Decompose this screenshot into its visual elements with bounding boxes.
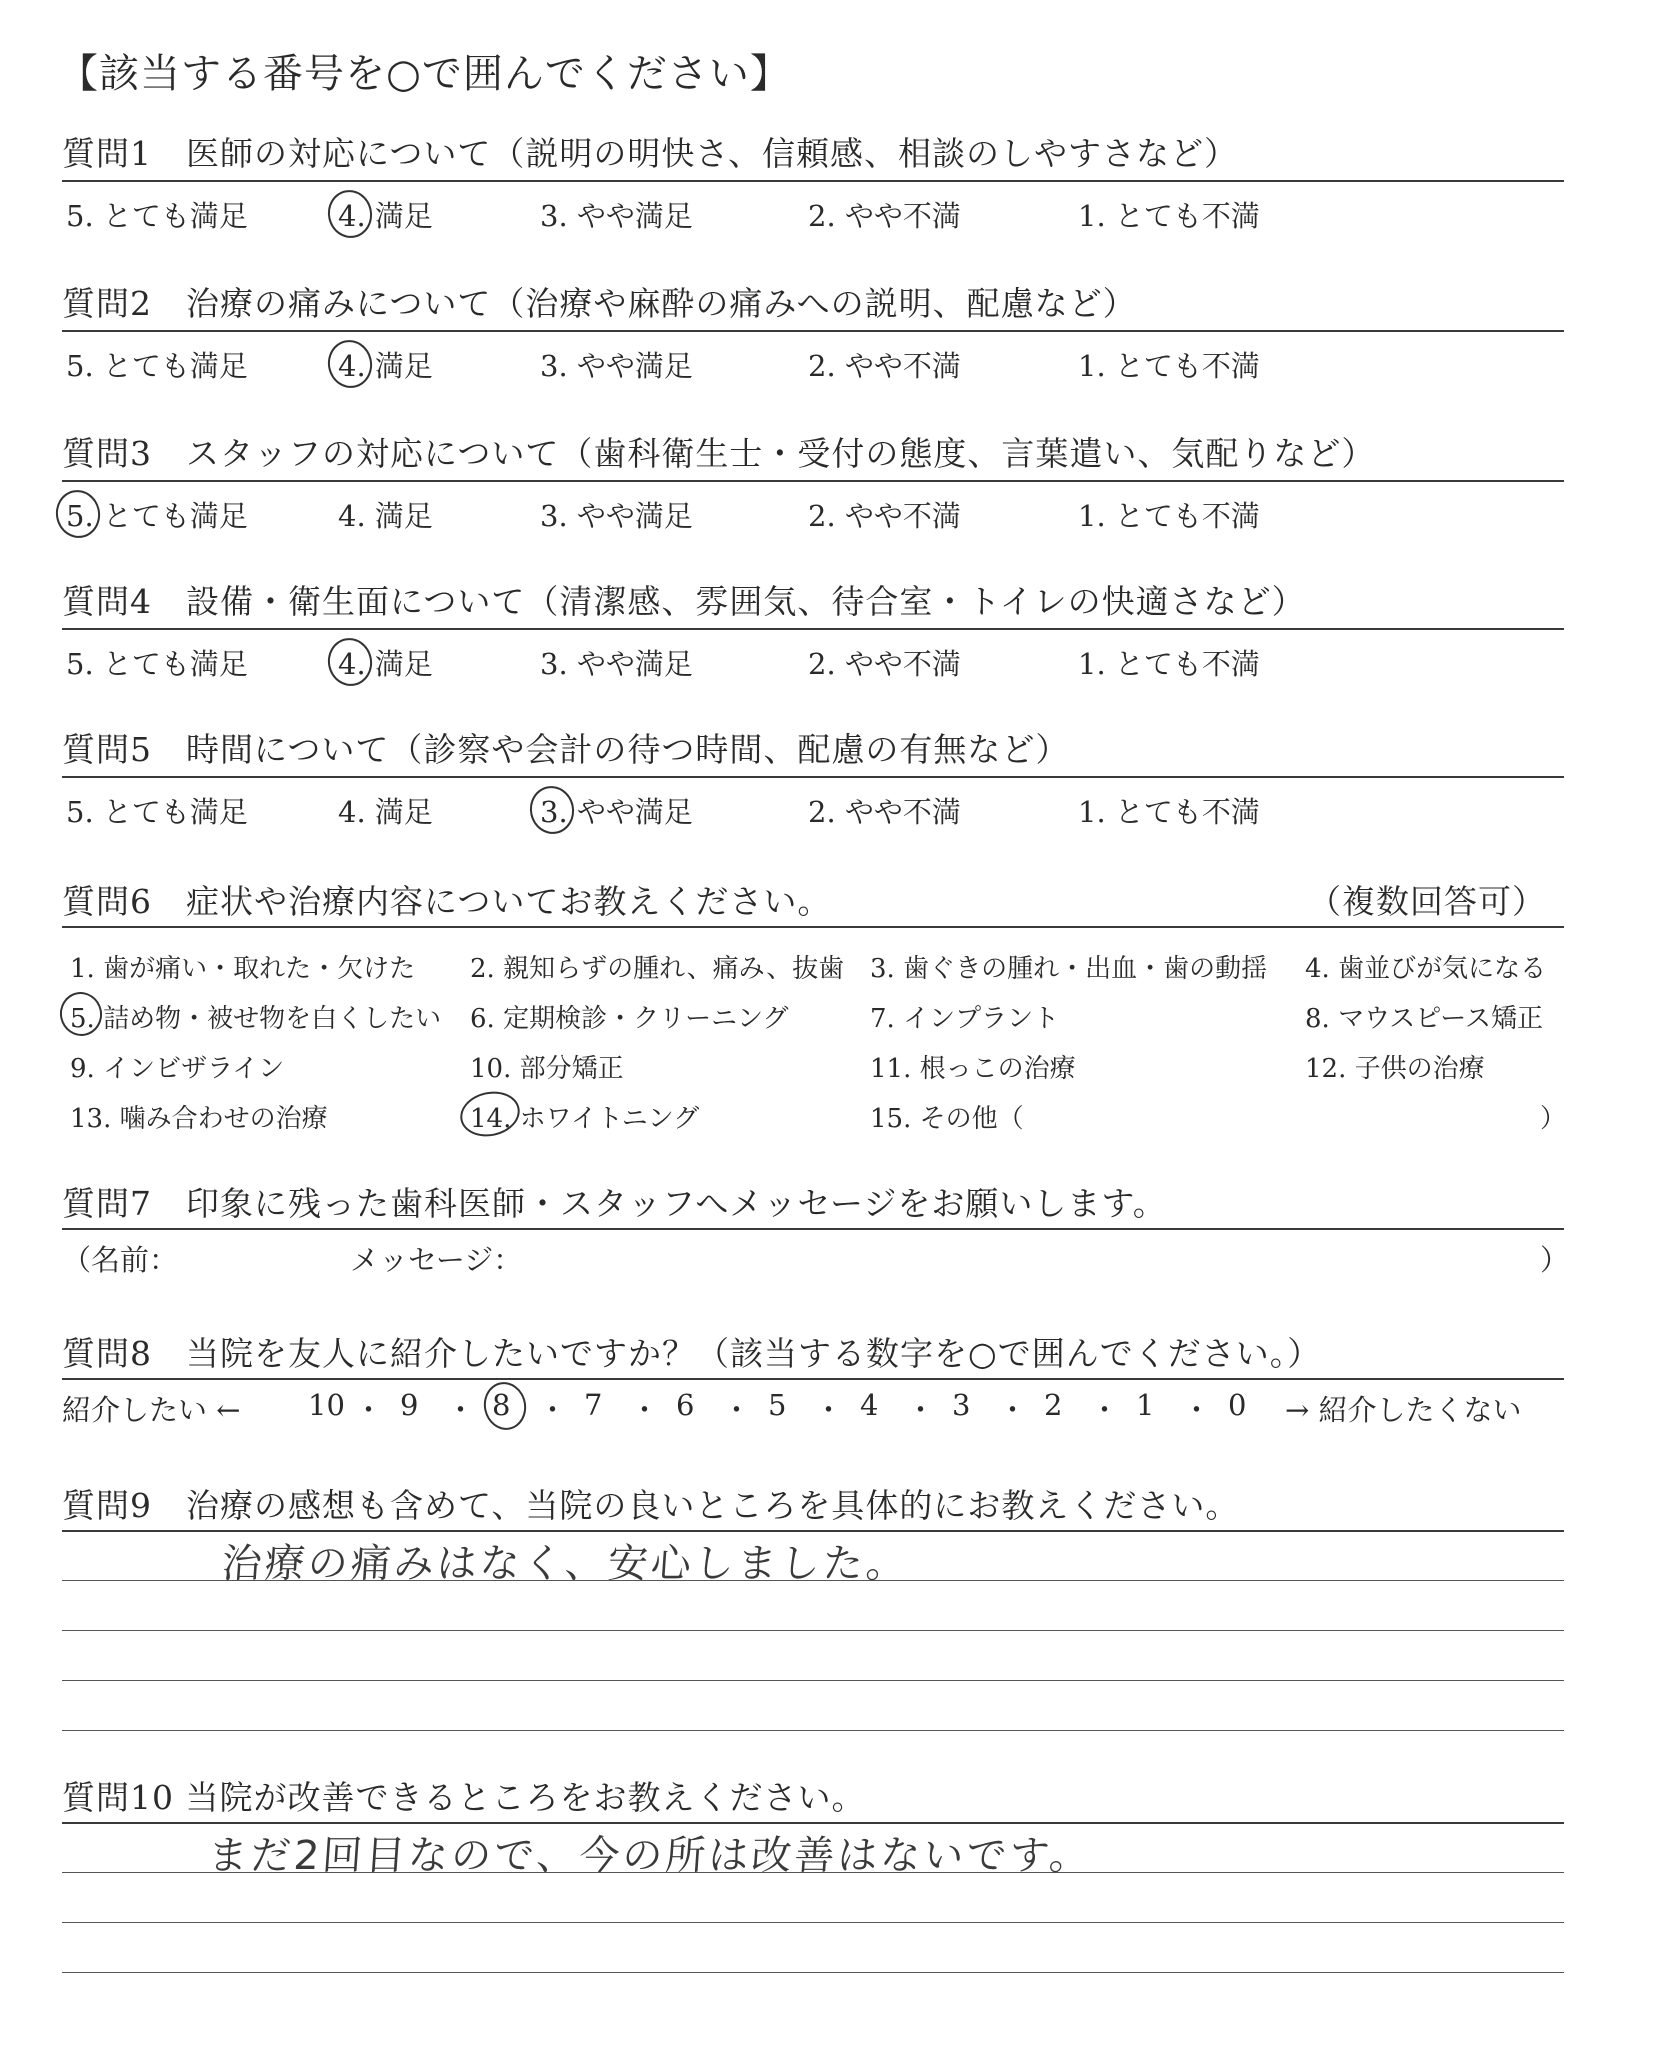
q6-option-11: 11. 根っこの治療 (870, 1054, 1076, 1084)
q2-title: 質問2 治療の痛みについて（治療や麻酔の痛みへの説明、配慮など） (62, 284, 1137, 323)
q8-separator: ・ (722, 1393, 752, 1427)
q6-option-15: 15. その他（ (870, 1104, 1024, 1134)
q6-option-13: 13. 噛み合わせの治療 (70, 1104, 328, 1134)
q8-scale-1: 1 (1136, 1388, 1155, 1422)
q7-close: ） (1540, 1243, 1570, 1277)
q8-separator: ・ (906, 1393, 936, 1427)
q4-option-3: 3. やや満足 (540, 647, 693, 681)
q7-message-label: メッセージ： (350, 1243, 523, 1277)
q5-option-4: 4. 満足 (338, 795, 433, 829)
q2-option-5: 5. とても満足 (66, 349, 248, 383)
q6-option-14: 14. ホワイトニング (470, 1104, 700, 1134)
q3-option-4: 4. 満足 (338, 499, 433, 533)
q8-scale-4: 4 (860, 1388, 879, 1422)
q5-option-3: 3. やや満足 (540, 795, 693, 829)
q2-option-3: 3. やや満足 (540, 349, 693, 383)
q8-left-label: 紹介したい ← (62, 1393, 241, 1427)
q5-option-2: 2. やや不満 (808, 795, 961, 829)
q8-separator: ・ (1090, 1393, 1120, 1427)
q6-option-8: 8. マウスピース矯正 (1305, 1004, 1543, 1034)
q4-option-2: 2. やや不満 (808, 647, 961, 681)
q4-title: 質問4 設備・衛生面について（清潔感、雰囲気、待合室・トイレの快適さなど） (62, 582, 1306, 621)
q2-option-1: 1. とても不満 (1078, 349, 1260, 383)
q6-option-2: 2. 親知らずの腫れ、痛み、抜歯 (470, 954, 845, 984)
q10-title: 質問10 当院が改善できるところをお教えください。 (62, 1778, 866, 1817)
q1-option-4: 4. 満足 (338, 199, 433, 233)
q8-separator: ・ (538, 1393, 568, 1427)
q8-separator: ・ (354, 1393, 384, 1427)
q8-scale-10: 10 (308, 1388, 345, 1422)
q7-name-label: （名前： (62, 1243, 179, 1277)
q8-scale-3: 3 (952, 1388, 971, 1422)
q8-separator: ・ (446, 1393, 476, 1427)
q6-option-6: 6. 定期検診・クリーニング (470, 1004, 789, 1034)
q5-rule (62, 776, 1564, 778)
q6-option-3: 3. 歯ぐきの腫れ・出血・歯の動揺 (870, 954, 1268, 984)
q10-handwritten-answer: まだ2回目なので、今の所は改善はないです。 (206, 1833, 1094, 1879)
q3-option-2: 2. やや不満 (808, 499, 961, 533)
q8-selected-circle (479, 1378, 530, 1434)
q1-title: 質問1 医師の対応について（説明の明快さ、信頼感、相談のしやすさなど） (62, 134, 1239, 173)
q1-option-3: 3. やや満足 (540, 199, 693, 233)
q6-option-10: 10. 部分矯正 (470, 1054, 624, 1084)
q3-title: 質問3 スタッフの対応について（歯科衛生士・受付の態度、言葉遣い、気配りなど） (62, 434, 1376, 473)
q2-rule (62, 330, 1564, 332)
q8-separator: ・ (814, 1393, 844, 1427)
q8-separator: ・ (630, 1393, 660, 1427)
q4-option-4: 4. 満足 (338, 647, 433, 681)
q6-option-4: 4. 歯並びが気になる (1305, 954, 1547, 984)
q9-handwritten-answer: 治療の痛みはなく、安心しました。 (220, 1541, 911, 1587)
q7-title: 質問7 印象に残った歯科医師・スタッフへメッセージをお願いします。 (62, 1184, 1167, 1223)
q1-option-1: 1. とても不満 (1078, 199, 1260, 233)
q5-title: 質問5 時間について（診察や会計の待つ時間、配慮の有無など） (62, 730, 1070, 769)
q1-rule (62, 180, 1564, 182)
q2-option-2: 2. やや不満 (808, 349, 961, 383)
q6-option-12: 12. 子供の治療 (1305, 1054, 1485, 1084)
q1-option-2: 2. やや不満 (808, 199, 961, 233)
q8-scale-9: 9 (400, 1388, 419, 1422)
q8-title: 質問8 当院を友人に紹介したいですか？（該当する数字を○で囲んでください。） (62, 1334, 1322, 1373)
q3-option-5: 5. とても満足 (66, 499, 248, 533)
q8-scale-7: 7 (584, 1388, 603, 1422)
q8-scale-8: 8 (492, 1388, 511, 1422)
q6-option-5: 5. 詰め物・被せ物を白くしたい (70, 1004, 442, 1034)
q8-scale-0: 0 (1228, 1388, 1247, 1422)
q3-rule (62, 480, 1564, 482)
q6-option-9: 9. インビザライン (70, 1054, 285, 1084)
q8-separator: ・ (998, 1393, 1028, 1427)
q4-rule (62, 628, 1564, 630)
q9-title: 質問9 治療の感想も含めて、当院の良いところを具体的にお教えください。 (62, 1486, 1240, 1525)
q8-scale-6: 6 (676, 1388, 695, 1422)
q8-right-label: → 紹介したくない (1285, 1393, 1522, 1427)
q8-scale-5: 5 (768, 1388, 787, 1422)
q2-option-4: 4. 満足 (338, 349, 433, 383)
q5-option-1: 1. とても不満 (1078, 795, 1260, 829)
q8-scale-2: 2 (1044, 1388, 1063, 1422)
q4-option-5: 5. とても満足 (66, 647, 248, 681)
q4-option-1: 1. とても不満 (1078, 647, 1260, 681)
q6-title: 質問6 症状や治療内容についてお教えください。 (62, 882, 832, 921)
q6-option-1: 1. 歯が痛い・取れた・欠けた (70, 954, 416, 984)
q8-separator: ・ (1182, 1393, 1212, 1427)
q6-multi-note: （複数回答可） (1308, 882, 1546, 921)
q3-option-3: 3. やや満足 (540, 499, 693, 533)
q6-option-7: 7. インプラント (870, 1004, 1060, 1034)
q5-option-5: 5. とても満足 (66, 795, 248, 829)
q3-option-1: 1. とても不満 (1078, 499, 1260, 533)
q6-other-close: ） (1540, 1104, 1567, 1134)
form-heading: 【該当する番号を○で囲んでください】 (58, 51, 791, 97)
q1-option-5: 5. とても満足 (66, 199, 248, 233)
